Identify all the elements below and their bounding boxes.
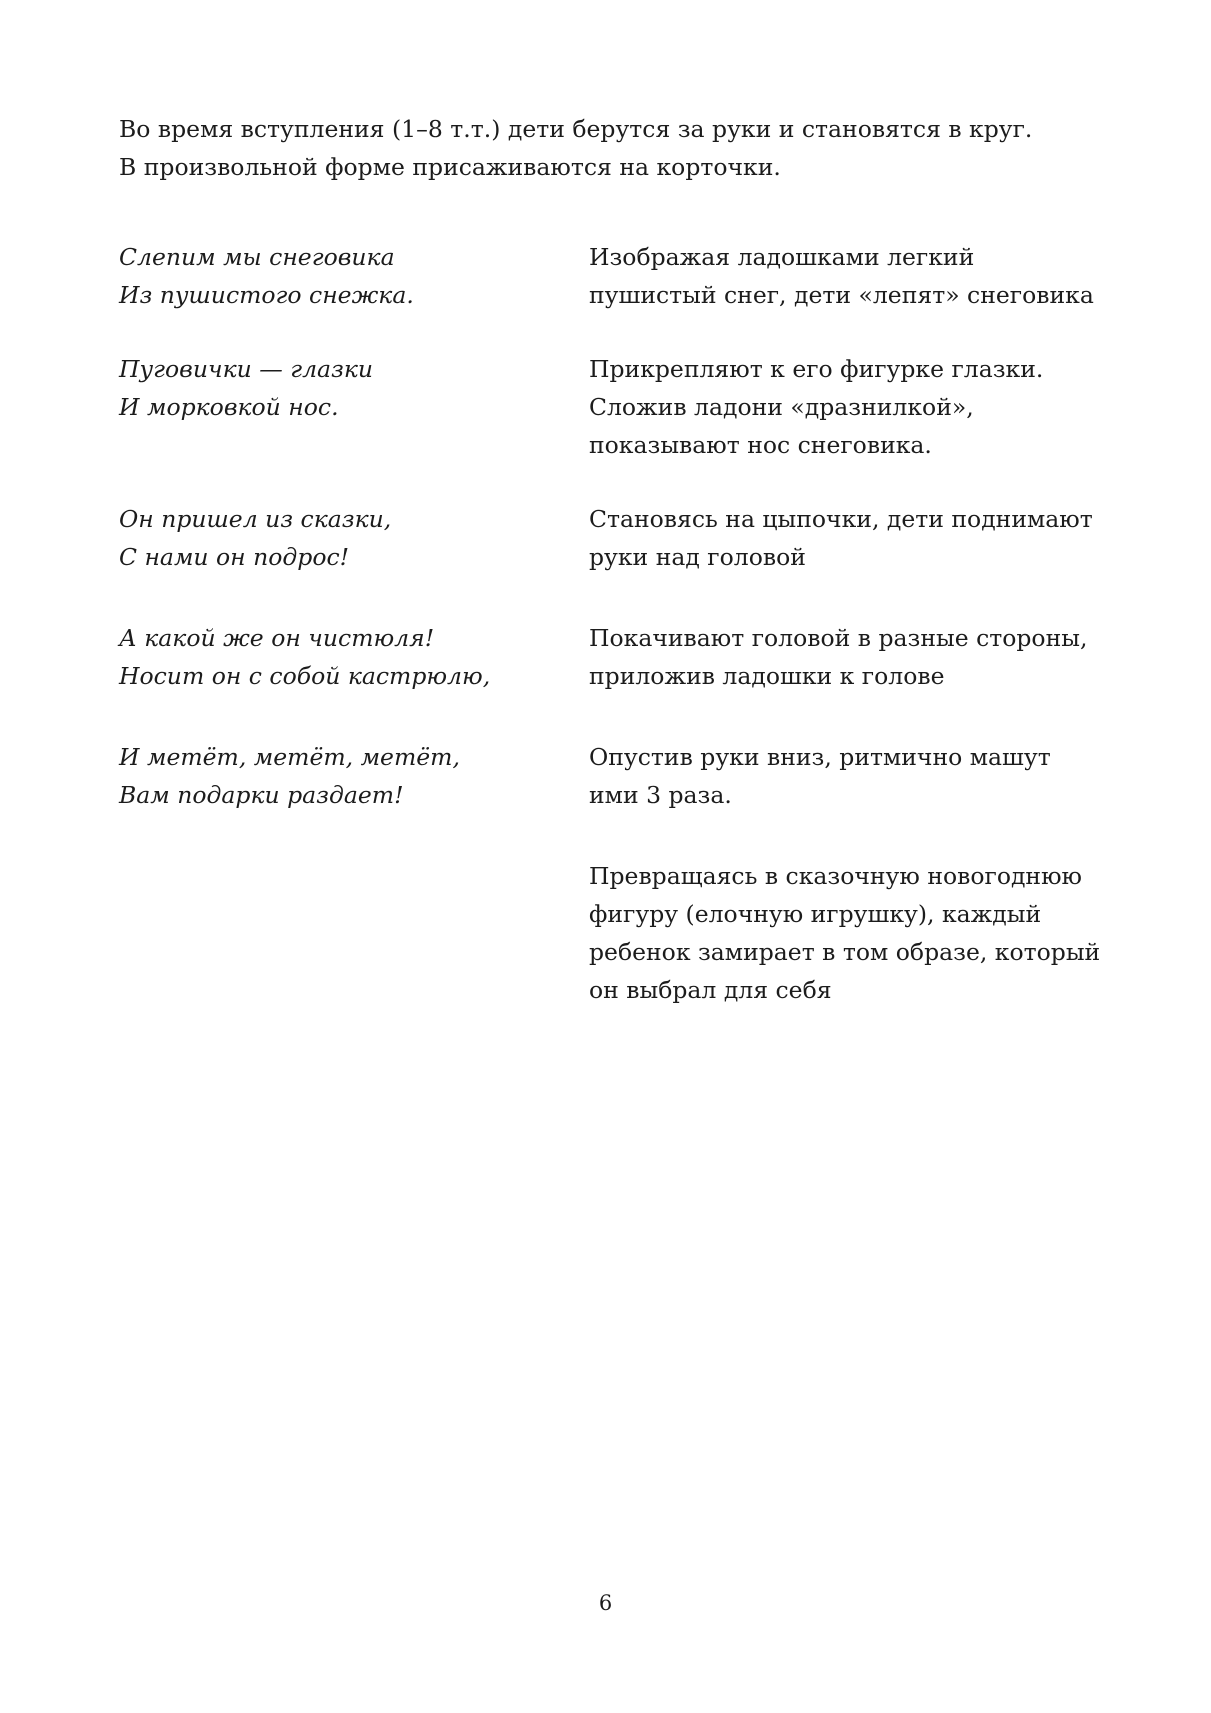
action-line: приложив ладошки к голове bbox=[589, 662, 945, 690]
verse-text bbox=[119, 350, 559, 426]
action-line: Изображая ладошками легкий bbox=[589, 243, 975, 271]
verse-line: Слепим мы снеговика bbox=[119, 243, 395, 271]
verse-line: А какой же он чистюля! bbox=[119, 624, 435, 652]
action-description bbox=[589, 857, 1149, 1009]
action-line: ими 3 раза. bbox=[589, 781, 732, 809]
action-description bbox=[589, 500, 1149, 576]
action-line: Опустив руки вниз, ритмично машут bbox=[589, 743, 1051, 771]
page-number: 6 bbox=[598, 1591, 613, 1615]
verse-line: Он пришел из сказки, bbox=[119, 505, 392, 533]
action-description bbox=[589, 238, 1149, 314]
action-line: руки над головой bbox=[589, 543, 806, 571]
action-line: пушистый снег, дети «лепят» снеговика bbox=[589, 281, 1094, 309]
action-line: показывают нос снеговика. bbox=[589, 431, 932, 459]
verse-line: И морковкой нос. bbox=[119, 393, 339, 421]
verse-line: Вам подарки раздает! bbox=[119, 781, 404, 809]
verse-text bbox=[119, 738, 559, 814]
action-description bbox=[589, 350, 1149, 464]
verse-line: Пуговички — глазки bbox=[119, 355, 374, 383]
verse-line: И метёт, метёт, метёт, bbox=[119, 743, 460, 771]
verse-text bbox=[119, 238, 559, 314]
action-line: Сложив ладони «дразнилкой», bbox=[589, 393, 974, 421]
action-line: Становясь на цыпочки, дети поднимают bbox=[589, 505, 1093, 533]
verse-text bbox=[119, 500, 559, 576]
verse-line: С нами он подрос! bbox=[119, 543, 350, 571]
action-line: Превращаясь в сказочную новогоднюю bbox=[589, 862, 1083, 890]
action-description bbox=[589, 738, 1149, 814]
verse-line: Из пушистого снежка. bbox=[119, 281, 414, 309]
verse-line: Носит он с собой кастрюлю, bbox=[119, 662, 491, 690]
intro-line: В произвольной форме присаживаются на корточки. bbox=[119, 153, 781, 181]
verse-text bbox=[119, 619, 559, 695]
action-line: Покачивают головой в разные стороны, bbox=[589, 624, 1088, 652]
intro-line: Во время вступления (1–8 т.т.) дети берутся за руки и становятся в круг. bbox=[119, 115, 1033, 143]
action-line: ребенок замирает в том образе, который bbox=[589, 938, 1101, 966]
action-line: он выбрал для себя bbox=[589, 976, 832, 1004]
action-description bbox=[589, 619, 1149, 695]
intro-paragraph bbox=[119, 110, 1119, 186]
action-line: фигуру (елочную игрушку), каждый bbox=[589, 900, 1042, 928]
action-line: Прикрепляют к его фигурке глазки. bbox=[589, 355, 1044, 383]
